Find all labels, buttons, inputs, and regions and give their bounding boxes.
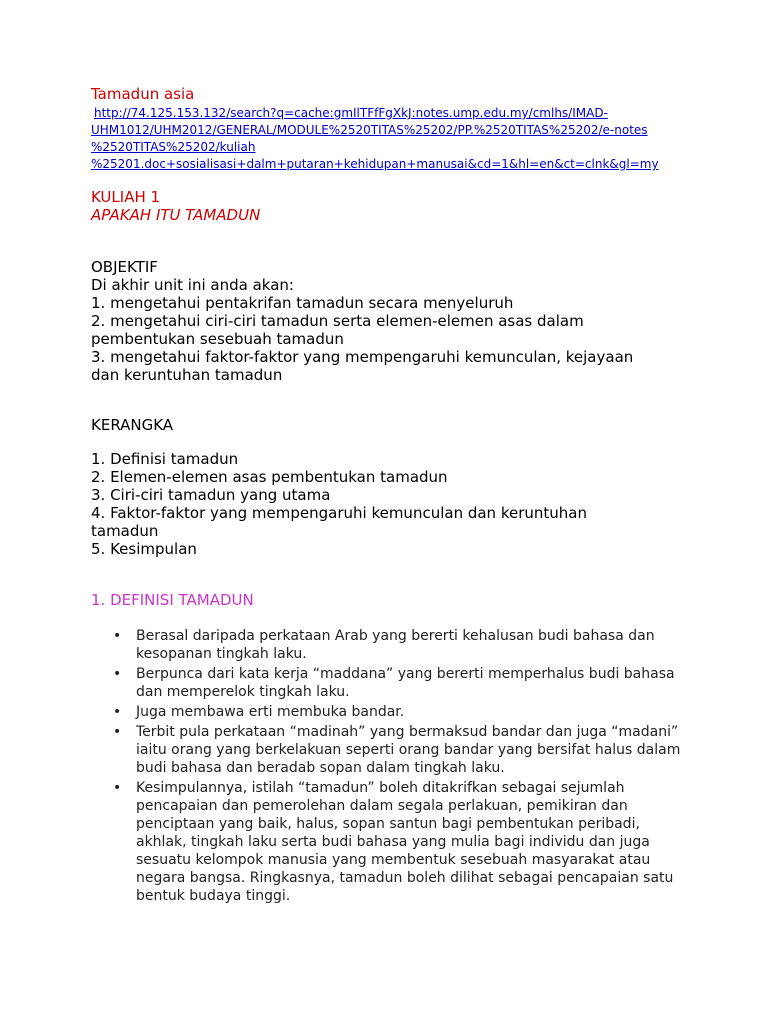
bullet-text-line: Kesimpulannya, istilah “tamadun” boleh ditakrifkan sebagai sejumlah (136, 780, 625, 796)
framework-item: 3. Ciri-ciri tamadun yang utama (91, 486, 331, 504)
objectives-section (91, 258, 633, 384)
bullet-text-line: dan memperelok tingkah laku. (136, 684, 350, 700)
bullet-dot-icon: • (113, 666, 122, 682)
bullet-text (136, 703, 671, 721)
bullet-text-line: Berasal daripada perkataan Arab yang bererti kehalusan budi bahasa dan (136, 628, 655, 644)
framework-item: 2. Elemen-elemen asas pembentukan tamadun (91, 468, 448, 486)
bullet-text-line: kesopanan tingkah laku. (136, 646, 307, 662)
bullet-text-line: Juga membawa erti membuka bandar. (136, 704, 405, 720)
definition-bullet (111, 627, 671, 663)
framework-item: 5. Kesimpulan (91, 540, 197, 558)
bullet-text (136, 627, 671, 663)
framework-list (91, 450, 587, 558)
bullet-dot-icon: • (113, 780, 122, 796)
definition-bullet (111, 703, 671, 721)
bullet-text (136, 665, 675, 701)
objectives-heading: OBJEKTIF (91, 258, 158, 276)
bullet-text (136, 723, 681, 777)
bullet-text-line: iaitu orang yang berkelakuan seperti orang bandar yang bersifat halus dalam (136, 742, 681, 758)
bullet-text (136, 779, 674, 905)
section-heading: 1. DEFINISI TAMADUN (91, 591, 254, 609)
objective-line: dan keruntuhan tamadun (91, 366, 283, 384)
definition-bullet (111, 723, 681, 777)
bullet-text-line: bentuk budaya tinggi. (136, 888, 291, 904)
bullet-dot-icon: • (113, 704, 122, 720)
bullet-text-line: Terbit pula perkataan “madinah” yang bermaksud bandar dan juga “madani” (136, 724, 679, 740)
bullet-text-line: penciptaan yang baik, halus, sopan santun bagi pembentukan peribadi, (136, 816, 640, 832)
definition-bullet (111, 665, 675, 701)
bullet-text-line: akhlak, tingkah laku serta budi bahasa yang mulia bagi individu dan juga (136, 834, 650, 850)
bullet-dot-icon: • (113, 628, 122, 644)
framework-heading: KERANGKA (91, 416, 174, 434)
bullet-text-line: negara bangsa. Ringkasnya, tamadun boleh dilihat sebagai pencapaian satu (136, 870, 674, 886)
lecture-title: APAKAH ITU TAMADUN (91, 206, 261, 224)
bullet-dot-icon: • (113, 724, 122, 740)
source-link-line[interactable]: %25201.doc+sosialisasi+dalm+putaran+kehidupan+manusai&cd=1&hl=en&ct=clnk&gl=my (91, 157, 659, 171)
definition-bullet (111, 779, 674, 905)
objective-line: 2. mengetahui ciri-ciri tamadun serta elemen-elemen asas dalam (91, 312, 584, 330)
source-link-line[interactable]: UHM1012/UHM2012/GENERAL/MODULE%2520TITAS%25202/PP.%2520TITAS%25202/e-notes (91, 123, 648, 137)
bullet-text-line: pencapaian dan pemerolehan dalam segala perlakuan, pemikiran dan (136, 798, 628, 814)
objective-line: pembentukan sesebuah tamadun (91, 330, 344, 348)
document-title: Tamadun asia (91, 85, 195, 103)
bullet-text-line: budi bahasa dan beradab sopan dalam tingkah laku. (136, 760, 505, 776)
framework-item: 1. Definisi tamadun (91, 450, 239, 468)
objectives-intro: Di akhir unit ini anda akan: (91, 276, 294, 294)
framework-item: tamadun (91, 522, 159, 540)
objective-line: 1. mengetahui pentakrifan tamadun secara menyeluruh (91, 294, 514, 312)
definition-bullet-list (111, 627, 681, 907)
bullet-text-line: Berpunca dari kata kerja “maddana” yang bererti memperhalus budi bahasa (136, 666, 675, 682)
bullet-text-line: sesuatu kelompok manusia yang membentuk sesebuah masyarakat atau (136, 852, 651, 868)
source-link[interactable] (91, 105, 731, 173)
source-link-line[interactable]: %2520TITAS%25202/kuliah (91, 140, 256, 154)
framework-item: 4. Faktor-faktor yang mempengaruhi kemunculan dan keruntuhan (91, 504, 587, 522)
objective-line: 3. mengetahui faktor-faktor yang mempengaruhi kemunculan, kejayaan (91, 348, 634, 366)
source-link-line[interactable]: http://74.125.153.132/search?q=cache:gmIlTFfFgXkJ:notes.ump.edu.my/cmlhs/IMAD- (94, 106, 608, 120)
lecture-number: KULIAH 1 (91, 188, 161, 206)
